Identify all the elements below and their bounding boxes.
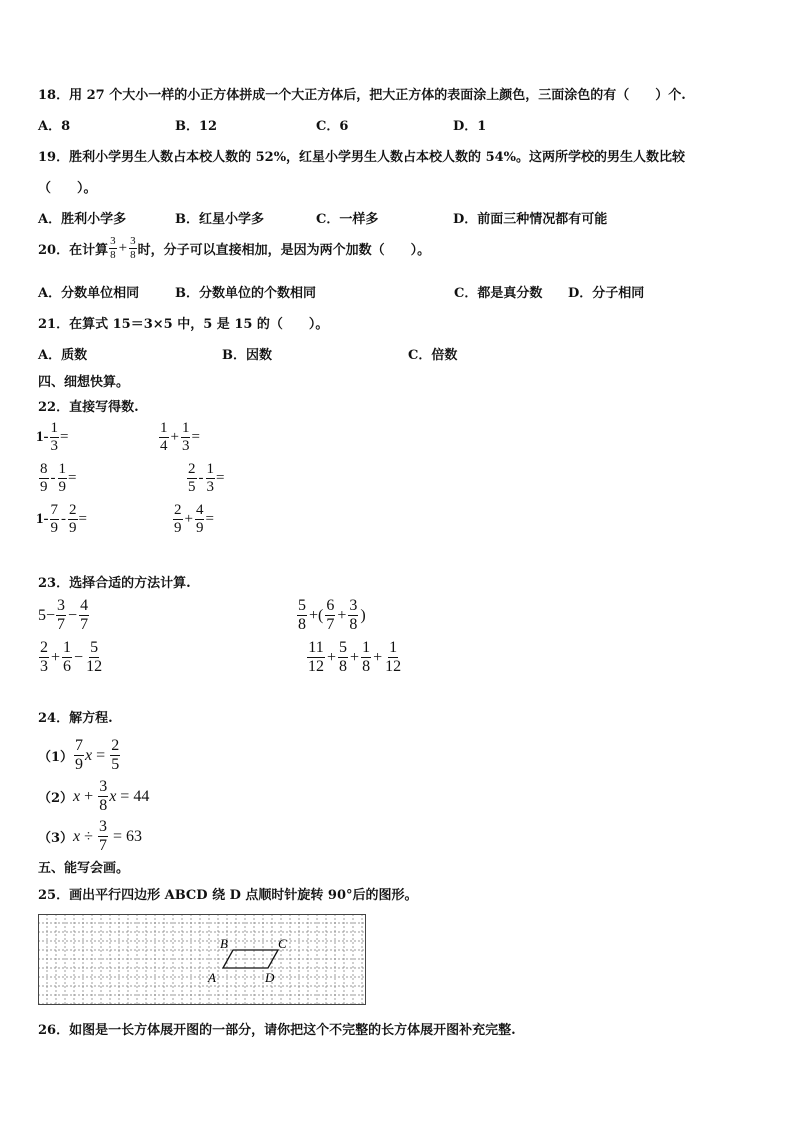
q22-item-1 xyxy=(36,421,68,454)
q23-expression-3 xyxy=(38,640,104,675)
q24-eq1-math xyxy=(73,738,121,773)
question-25-title: 25．画出平行四边形 ABCD 绕 D 点顺时针旋转 90°后的图形。 xyxy=(38,888,418,903)
q23-e4-fraction-3: $\frac{1}{8}$ xyxy=(362,639,371,675)
q23-expression-4 xyxy=(306,640,403,675)
q23-e2-op-3: ) xyxy=(360,606,366,624)
q20-fraction-2: $\frac{3}{8}$ xyxy=(130,235,136,261)
q22-item-6 xyxy=(172,503,214,536)
q23-e2-fraction-2: $\frac{6}{7}$ xyxy=(326,597,335,633)
q22-item-2-fraction-2: $\frac{1}{3}$ xyxy=(181,420,190,454)
q23-e2-op-1: +( xyxy=(309,606,324,624)
q23-expression-2 xyxy=(296,598,367,633)
q24-equation-1 xyxy=(38,738,121,773)
q22-item-2-fraction-1: $\frac{1}{4}$ xyxy=(160,420,168,454)
q23-e3-op-1: + xyxy=(51,648,61,666)
q23-expression-1 xyxy=(38,598,90,633)
q22-item-4-fraction-2: $\frac{1}{3}$ xyxy=(206,461,214,495)
q22-item-5-fraction-1: $\frac{7}{9}$ xyxy=(50,502,58,536)
q22-item-5-op: - xyxy=(61,511,66,527)
q22-item-4 xyxy=(186,462,224,495)
q23-e1-op: − xyxy=(68,606,78,624)
q24-eq1-fraction-1: $\frac{7}{9}$ xyxy=(75,737,84,773)
question-26-title: 26．如图是一长方体展开图的一部分，请你把这个不完整的长方体展开图补充完整. xyxy=(38,1023,516,1038)
q20-fraction-1: $\frac{3}{8}$ xyxy=(110,235,116,261)
q20-plus: + xyxy=(118,240,128,256)
q24-eq3-var: x xyxy=(73,827,81,845)
grid-border xyxy=(39,915,366,1005)
q24-eq2-rhs: = 44 xyxy=(116,787,150,805)
q24-eq1-label: （1） xyxy=(38,750,74,765)
q24-eq1-fraction-2: $\frac{2}{5}$ xyxy=(111,737,120,773)
q23-e4-op-1: + xyxy=(327,648,337,666)
q20-option-a: A．分数单位相同 xyxy=(38,286,140,301)
q22-item-3-equals: = xyxy=(68,470,77,486)
q22-item-6-fraction-2: $\frac{4}{9}$ xyxy=(195,502,204,536)
q23-e1-fraction-2: $\frac{4}{7}$ xyxy=(80,597,89,633)
q20-suffix: 时，分子可以直接相加，是因为两个加数（ ）。 xyxy=(137,243,431,258)
q24-eq2-op: + xyxy=(80,787,98,805)
q20-prefix: 20．在计算 xyxy=(38,243,109,258)
q19-option-c: C．一样多 xyxy=(316,212,379,227)
q22-item-6-op: + xyxy=(184,511,193,527)
question-19-blank: （ ）。 xyxy=(38,181,97,196)
q22-item-2 xyxy=(158,421,200,454)
q22-item-6-equals: = xyxy=(205,511,214,527)
q23-e4-fraction-2: $\frac{5}{8}$ xyxy=(339,639,348,675)
question-22-title: 22．直接写得数. xyxy=(38,400,139,415)
q22-item-2-op: + xyxy=(170,429,179,445)
q24-eq1-var: x xyxy=(85,746,93,764)
q24-eq3-label: （3） xyxy=(38,831,74,846)
q23-e1-fraction-1: $\frac{3}{7}$ xyxy=(57,597,66,633)
q20-option-c: C．都是真分数 xyxy=(454,286,543,301)
section-4-heading: 四、细想快算。 xyxy=(38,375,130,390)
q23-e3-fraction-2: $\frac{1}{6}$ xyxy=(63,639,72,675)
question-23-title: 23．选择合适的方法计算. xyxy=(38,576,191,591)
dotted-grid xyxy=(38,914,366,1005)
q24-eq3-op: ÷ xyxy=(80,827,97,845)
question-18: 18．用 27 个大小一样的小正方体拼成一个大正方体后，把大正方体的表面涂上颜色，三面涂色的有（ ）个. xyxy=(38,88,686,103)
q22-item-5-fraction-2: $\frac{2}{9}$ xyxy=(69,502,77,536)
question-19: 19．胜利小学男生人数占本校人数的 52%，红星小学男生人数占本校人数的 54%。这两所学校的男生人数比较 xyxy=(38,150,686,165)
q23-e3-fraction-3: $\frac{5}{12}$ xyxy=(86,639,103,675)
question-20 xyxy=(38,236,430,261)
q24-eq2-var-2: x xyxy=(109,787,117,805)
q18-option-d: D．1 xyxy=(453,119,487,134)
q21-option-b: B．因数 xyxy=(222,348,272,363)
label-b: B xyxy=(220,936,228,951)
section-5-heading: 五、能写会画。 xyxy=(38,861,130,876)
q23-e3-fraction-1: $\frac{2}{3}$ xyxy=(40,639,48,675)
q19-option-b: B．红星小学多 xyxy=(175,212,264,227)
q22-item-3 xyxy=(38,462,76,495)
q22-item-2-equals: = xyxy=(191,429,200,445)
q23-e2-op-2: + xyxy=(337,606,347,624)
q22-item-3-fraction-2: $\frac{1}{9}$ xyxy=(58,461,66,495)
q23-e4-fraction-1: $\frac{11}{12}$ xyxy=(308,639,324,675)
q24-eq3-rhs: = 63 xyxy=(108,827,142,845)
label-d: D xyxy=(265,970,275,985)
q23-e4-op-2: + xyxy=(350,648,360,666)
q24-eq3-math xyxy=(73,819,142,854)
q24-equation-2 xyxy=(38,779,149,814)
q22-item-4-fraction-1: $\frac{2}{5}$ xyxy=(188,461,196,495)
q22-item-6-fraction-1: $\frac{2}{9}$ xyxy=(174,502,182,536)
q24-eq3-fraction: $\frac{3}{7}$ xyxy=(98,818,107,854)
q21-option-a: A．质数 xyxy=(38,348,88,363)
q23-e1-lead: 5− xyxy=(38,606,56,624)
q22-item-3-fraction-1: $\frac{8}{9}$ xyxy=(40,461,48,495)
q22-item-4-equals: = xyxy=(216,470,225,486)
q18-option-a: A．8 xyxy=(38,119,71,134)
q23-e4-fraction-4: $\frac{1}{12}$ xyxy=(385,639,402,675)
q22-item-5 xyxy=(36,503,87,536)
q23-e2-fraction-3: $\frac{3}{8}$ xyxy=(349,597,358,633)
q22-item-5-lead: 1- xyxy=(36,511,49,527)
q18-option-b: B．12 xyxy=(175,119,218,134)
q21-option-c: C．倍数 xyxy=(408,348,458,363)
label-a: A xyxy=(208,970,216,985)
q19-option-a: A．胜利小学多 xyxy=(38,212,127,227)
q22-item-3-op: - xyxy=(50,470,56,486)
q18-option-c: C．6 xyxy=(316,119,349,134)
q19-option-d: D．前面三种情况都有可能 xyxy=(453,212,608,227)
question-24-title: 24．解方程. xyxy=(38,711,113,726)
q23-e3-op-2: − xyxy=(74,648,84,666)
q22-item-4-op: - xyxy=(198,470,204,486)
question-21: 21．在算式 15＝3×5 中，5 是 15 的（ ）。 xyxy=(38,317,329,332)
q24-eq2-var: x xyxy=(73,787,81,805)
q22-item-1-fraction: $\frac{1}{3}$ xyxy=(50,420,58,454)
q25-grid-figure xyxy=(38,914,366,1006)
q24-eq2-fraction: $\frac{3}{8}$ xyxy=(99,778,108,814)
q23-e2-fraction-1: $\frac{5}{8}$ xyxy=(298,597,306,633)
q23-e4-op-3: + xyxy=(373,648,383,666)
q24-eq2-math xyxy=(73,779,149,814)
q22-item-1-lead: 1- xyxy=(36,429,49,445)
q24-eq2-label: （2） xyxy=(38,791,74,806)
q20-option-b: B．分数单位的个数相同 xyxy=(175,286,316,301)
label-c: C xyxy=(278,936,287,951)
q20-option-d: D．分子相同 xyxy=(568,286,645,301)
q22-item-1-equals: = xyxy=(60,429,69,445)
q22-item-5-equals: = xyxy=(78,511,87,527)
q20-expression xyxy=(108,236,137,261)
q24-equation-3 xyxy=(38,819,142,854)
q24-eq1-equals: = xyxy=(92,746,110,764)
